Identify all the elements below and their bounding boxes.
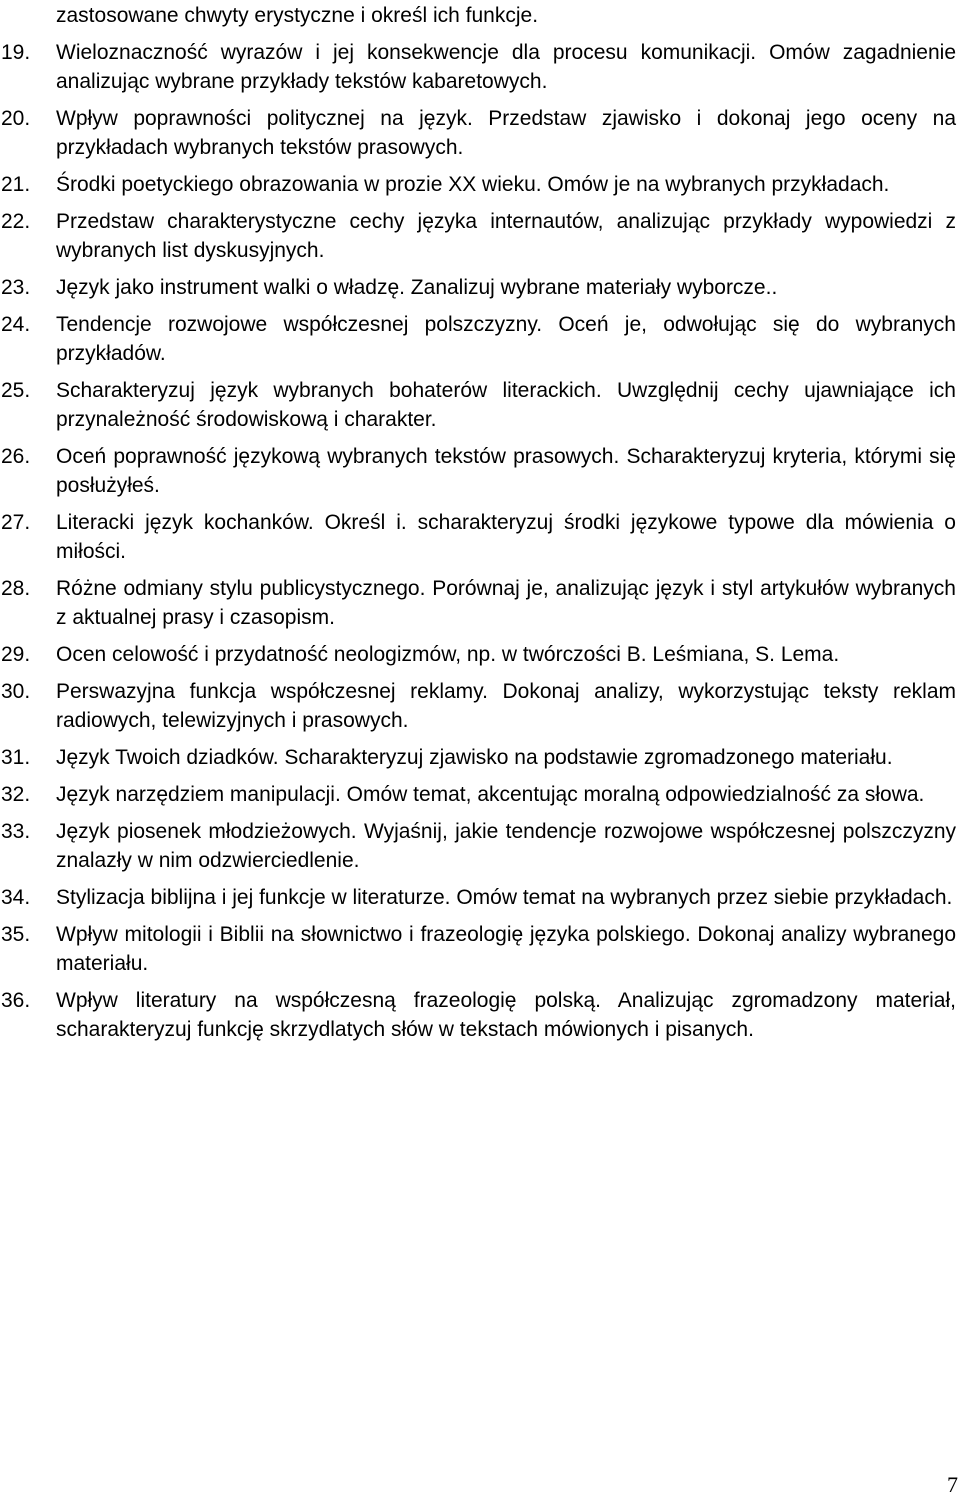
item-number: 35. <box>1 923 31 946</box>
item-number: 33. <box>1 820 31 843</box>
list-item <box>0 207 956 265</box>
item-number: 31. <box>1 746 31 769</box>
list-item <box>0 376 956 434</box>
item-text: Język Twoich dziadków. Scharakteryzuj zjawisko na podstawie zgromadzonego materiału. <box>56 746 893 769</box>
item-text: Wpływ poprawności politycznej na język. Przedstaw zjawisko i dokonaj jego oceny na przykładach wybranych tekstów prasowych. <box>56 107 956 159</box>
list-item <box>0 310 956 368</box>
item-number: 36. <box>1 989 31 1012</box>
item-number: 21. <box>1 173 31 196</box>
item-text: Język jako instrument walki o władzę. Zanalizuj wybrane materiały wyborcze.. <box>56 276 778 299</box>
item-number: 23. <box>1 276 31 299</box>
item-number: 20. <box>1 107 31 130</box>
item-text: Środki poetyckiego obrazowania w prozie XX wieku. Omów je na wybranych przykładach. <box>56 173 890 196</box>
item-text: Oceń poprawność językową wybranych tekstów prasowych. Scharakteryzuj kryteria, którymi się posłużyłeś. <box>56 445 956 497</box>
list-item <box>0 442 956 500</box>
item-text: Wpływ mitologii i Biblii na słownictwo i frazeologię języka polskiego. Dokonaj analizy wybranego materiału. <box>56 923 956 975</box>
item-number: 25. <box>1 379 31 402</box>
item-text: Ocen celowość i przydatność neologizmów, np. w twórczości B. Leśmiana, S. Lema. <box>56 643 840 666</box>
list-item <box>0 170 956 199</box>
item-text: Perswazyjna funkcja współczesnej reklamy. Dokonaj analizy, wykorzystując teksty reklam radiowych, telewizyjnych i prasowych. <box>56 680 956 732</box>
item-number: 24. <box>1 313 31 336</box>
list-item <box>0 780 956 809</box>
numbered-items <box>0 38 956 1044</box>
item-number: 26. <box>1 445 31 468</box>
continued-text: zastosowane chwyty erystyczne i określ ich funkcje. <box>56 4 539 27</box>
list-item <box>0 104 956 162</box>
item-number: 29. <box>1 643 31 666</box>
list-item <box>0 986 956 1044</box>
list-item <box>0 883 956 912</box>
item-number: 32. <box>1 783 31 806</box>
item-text: Wpływ literatury na współczesną frazeologię polską. Analizując zgromadzony materiał, scharakteryzuj funkcję skrzydlatych słów w tekstach mówionych i pisanych. <box>56 989 956 1041</box>
item-text: Język piosenek młodzieżowych. Wyjaśnij, jakie tendencje rozwojowe współczesnej polszczyzny znalazły w nim odzwierciedlenie. <box>56 820 956 872</box>
list-item <box>0 38 956 96</box>
item-number: 19. <box>1 41 31 64</box>
item-number: 34. <box>1 886 31 909</box>
item-number: 27. <box>1 511 31 534</box>
item-text: Różne odmiany stylu publicystycznego. Porównaj je, analizując język i styl artykułów wybranych z aktualnej prasy i czasopism. <box>56 577 956 629</box>
item-number: 30. <box>1 680 31 703</box>
item-text: Stylizacja biblijna i jej funkcje w literaturze. Omów temat na wybranych przez siebie przykładach. <box>56 886 953 909</box>
item-text: Literacki język kochanków. Określ i. scharakteryzuj środki językowe typowe dla mówienia o miłości. <box>56 511 956 563</box>
item-number: 22. <box>1 210 31 233</box>
list-item <box>0 508 956 566</box>
item-text: Przedstaw charakterystyczne cechy języka internautów, analizując przykłady wypowiedzi z wybranych list dyskusyjnych. <box>56 210 956 262</box>
list-item <box>0 574 956 632</box>
list-item <box>0 640 956 669</box>
list-item <box>0 743 956 772</box>
item-text: Tendencje rozwojowe współczesnej polszczyzny. Oceń je, odwołując się do wybranych przykładów. <box>56 313 956 365</box>
item-text: Wieloznaczność wyrazów i jej konsekwencje dla procesu komunikacji. Omów zagadnienie analizując wybrane przykłady tekstów kabaretowych. <box>56 41 956 93</box>
list-item <box>0 817 956 875</box>
list-item <box>0 273 956 302</box>
list-item <box>0 920 956 978</box>
item-text: Scharakteryzuj język wybranych bohaterów literackich. Uwzględnij cechy ujawniające ich przynależność środowiskową i charakter. <box>56 379 956 431</box>
item-text: Język narzędziem manipulacji. Omów temat, akcentując moralną odpowiedzialność za słowa. <box>56 783 925 806</box>
page-number: 7 <box>947 1472 958 1497</box>
item-number: 28. <box>1 577 31 600</box>
list-item <box>0 677 956 735</box>
